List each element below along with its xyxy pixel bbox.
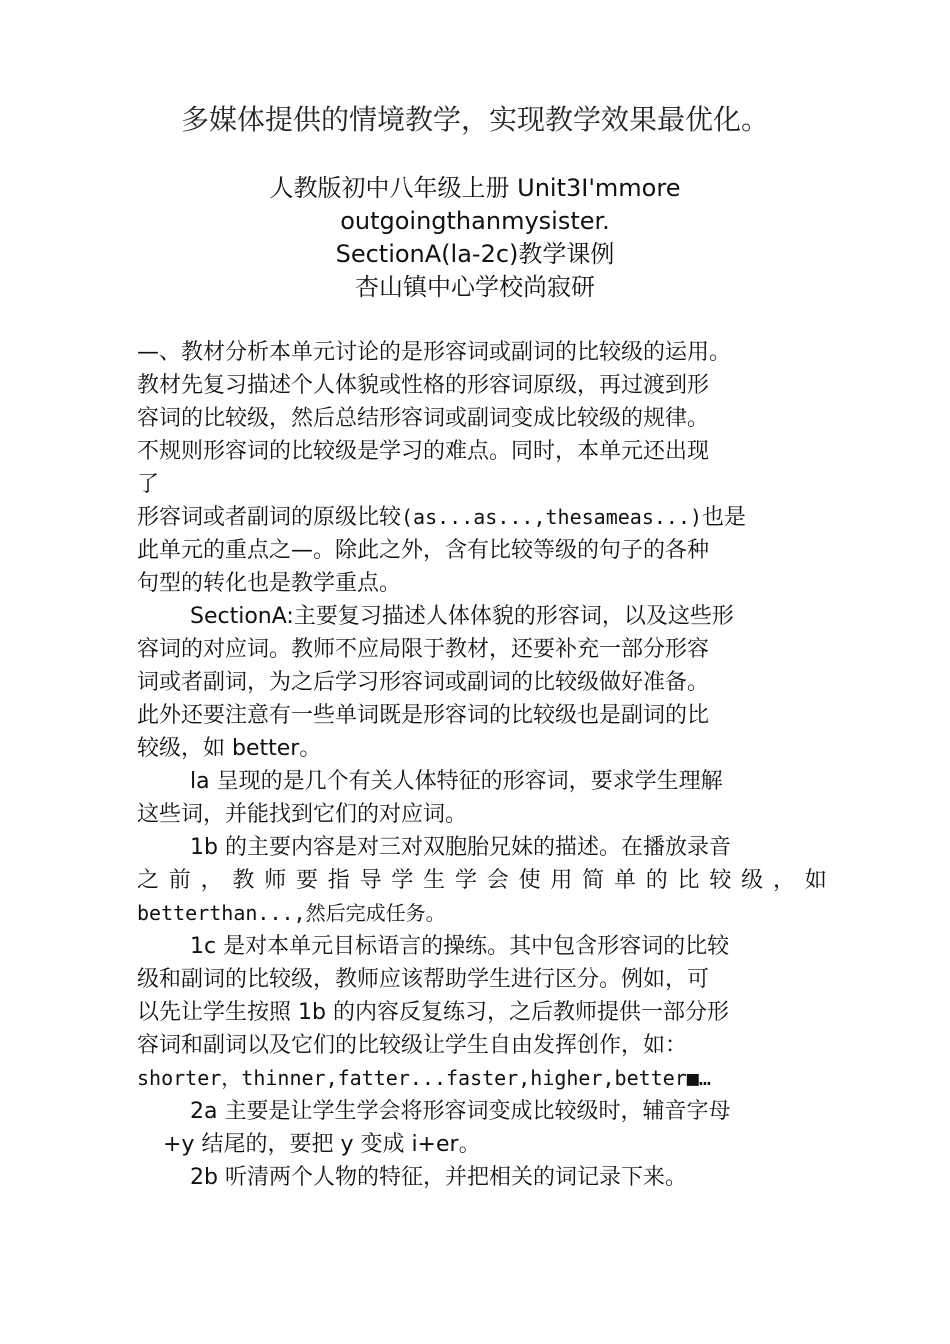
body-line: 容词的比较级，然后总结形容词或副词变成比较级的规律。 [137, 406, 710, 431]
justified-char: 会 [486, 868, 509, 893]
justified-char: 简 [582, 868, 605, 893]
body-line: SectionA:主要复习描述人体体貌的形容词，以及这些形 [190, 604, 734, 629]
title-line-1: 人教版初中八年级上册 Unit3I'mmore [269, 174, 681, 202]
body-line: 级和副词的比较级，教师应该帮助学生进行区分。例如，可 [137, 967, 710, 992]
title-line-3: SectionA(la-2c)教学课例 [335, 240, 615, 268]
justified-char: 教 [232, 868, 255, 893]
justified-char: 单 [613, 868, 636, 893]
justified-char: 要 [295, 868, 318, 893]
justified-char: 比 [677, 868, 700, 893]
body-text-span: (as...as...,thesameas...) [401, 505, 703, 529]
title-block [0, 172, 950, 304]
justified-char: 生 [423, 868, 446, 893]
title-line-2: outgoingthanmysister. [340, 207, 610, 235]
body-line: 句型的转化也是教学重点。 [137, 571, 402, 596]
justified-char: 指 [327, 868, 350, 893]
header-slogan: 多媒体提供的情境教学，实现教学效果最优化。 [180, 103, 769, 136]
body-line-justified [137, 864, 827, 897]
justified-char: ， [200, 868, 223, 893]
author-line: 杏山镇中心学校尚寂研 [355, 273, 595, 301]
justified-char: 用 [550, 868, 573, 893]
body-line: 以先让学生按照 1b 的内容反复练习，之后教师提供一部分形 [137, 1000, 729, 1025]
body-line [137, 1062, 827, 1095]
justified-char: 导 [359, 868, 382, 893]
body-line: +y 结尾的，要把 y 变成 i+er。 [163, 1132, 481, 1157]
justified-char: 较 [709, 868, 732, 893]
body-line: 不规则形容词的比较级是学习的难点。同时，本单元还出现 [137, 439, 710, 464]
body-line: 容词和副词以及它们的比较级让学生自由发挥创作，如： [137, 1033, 688, 1058]
body-line: 2b 听清两个人物的特征，并把相关的词记录下来。 [190, 1165, 687, 1190]
body-line [137, 897, 827, 930]
body-line: 较级，如 better。 [137, 736, 322, 761]
justified-char: 之 [137, 868, 160, 893]
body-text [137, 336, 827, 1194]
justified-char: 使 [518, 868, 541, 893]
justified-char: 级 [741, 868, 764, 893]
body-line: 了 [137, 472, 160, 497]
body-line: 2a 主要是让学生学会将形容词变成比较级时，辅音字母 [190, 1099, 731, 1124]
body-text-span: shorter，thinner,fatter...faster,higher,better■… [137, 1066, 711, 1090]
justified-char: 的 [645, 868, 668, 893]
body-text-span: betterthan...,然后完成任务。 [137, 901, 446, 925]
body-line: —、教材分析本单元讨论的是形容词或副词的比较级的运用。 [137, 340, 732, 365]
justified-char: 学 [391, 868, 414, 893]
justified-char: 前 [168, 868, 191, 893]
body-line: 此单元的重点之—。除此之外，含有比较等级的句子的各种 [137, 538, 710, 563]
justified-char: 如 [804, 868, 827, 893]
body-text-span: 也是 [702, 505, 747, 530]
body-line: 1c 是对本单元目标语言的操练。其中包含形容词的比较 [190, 934, 730, 959]
body-line: 此外还要注意有一些单词既是形容词的比较级也是副词的比 [137, 703, 710, 728]
body-line: 容词的对应词。教师不应局限于教材，还要补充一部分形容 [137, 637, 710, 662]
justified-char: 师 [264, 868, 287, 893]
justified-char: 学 [454, 868, 477, 893]
body-line [137, 501, 827, 534]
body-line: 教材先复习描述个人体貌或性格的形容词原级，再过渡到形 [137, 373, 710, 398]
body-line: la 呈现的是几个有关人体特征的形容词，要求学生理解 [190, 769, 723, 794]
body-line: 这些词，并能找到它们的对应词。 [137, 802, 468, 827]
body-line: 1b 的主要内容是对三对双胞胎兄妹的描述。在播放录音 [190, 835, 731, 860]
body-text-span: 形容词或者副词的原级比较 [137, 505, 402, 530]
body-line: 词或者副词，为之后学习形容词或副词的比较级做好准备。 [137, 670, 710, 695]
justified-char: ， [772, 868, 795, 893]
